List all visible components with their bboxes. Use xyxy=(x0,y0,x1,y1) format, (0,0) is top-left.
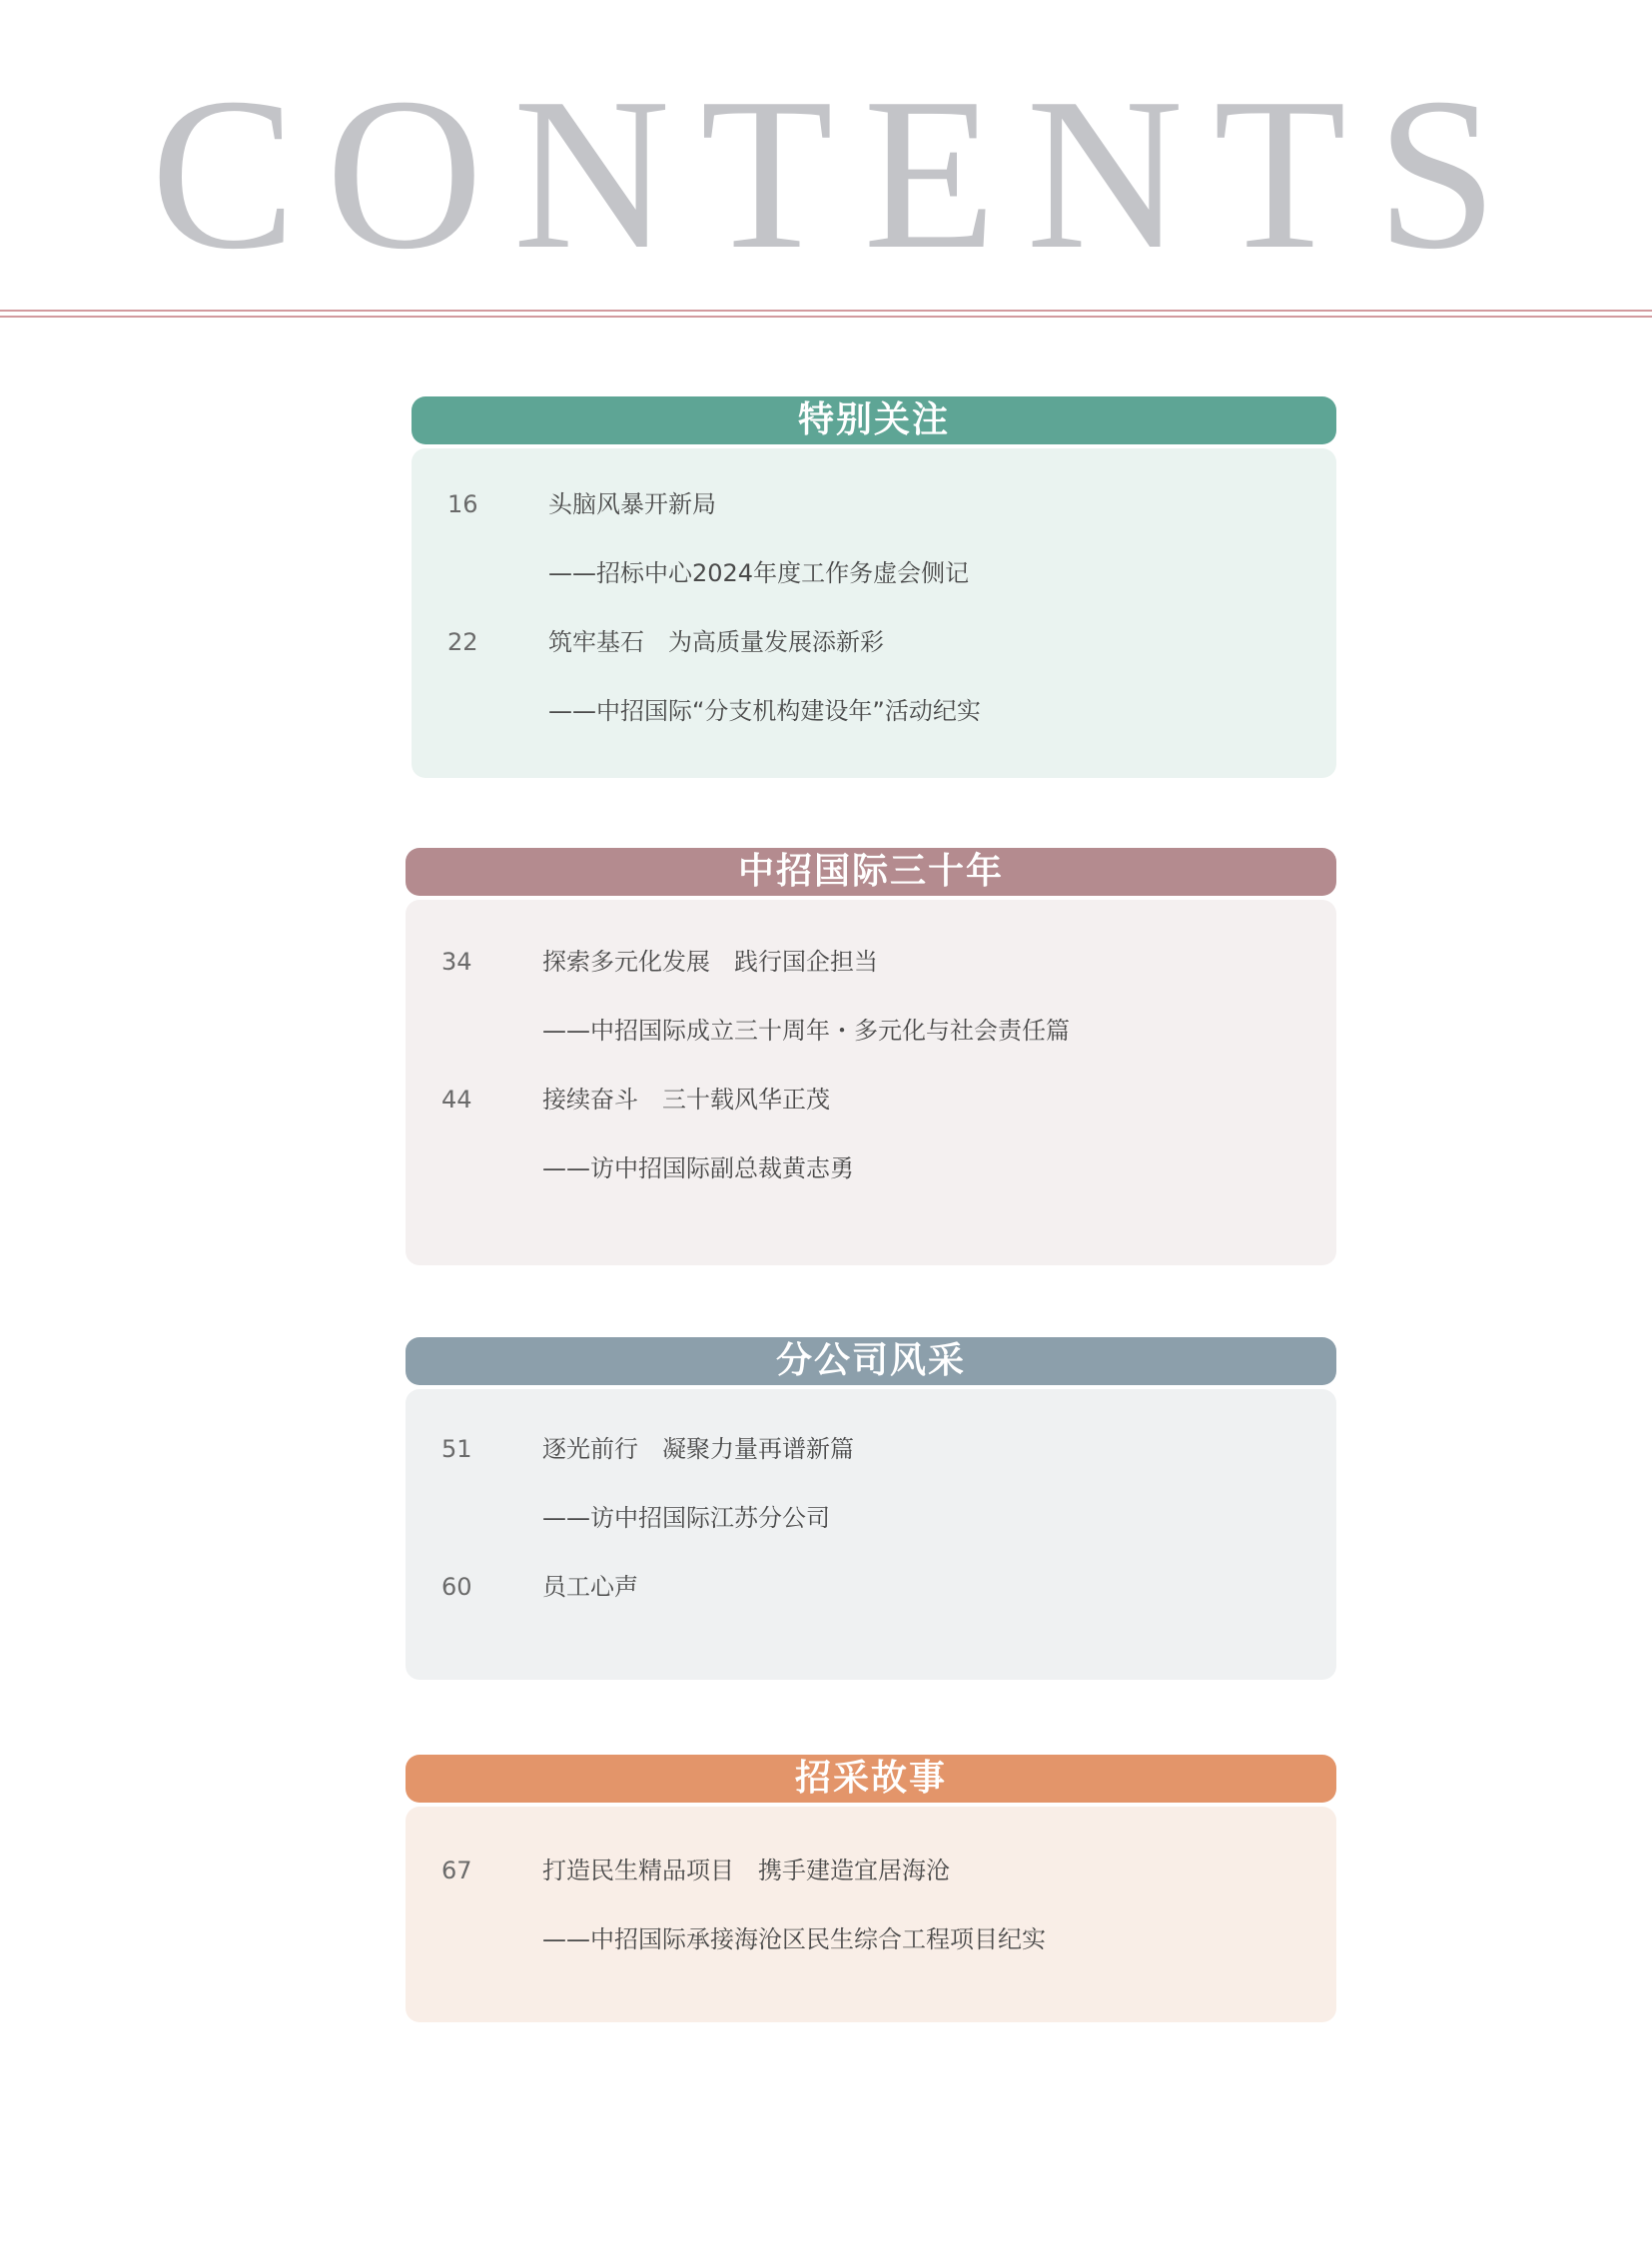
section-header: 招采故事 xyxy=(406,1755,1336,1803)
section-body xyxy=(412,448,1336,778)
article-title: 头脑风暴开新局 xyxy=(548,490,716,518)
section-body xyxy=(406,1807,1336,2022)
page-number: 44 xyxy=(441,1086,472,1114)
page-number: 16 xyxy=(447,490,478,518)
article-title: 接续奋斗 三十载风华正茂 xyxy=(542,1086,830,1114)
article-subtitle: ——中招国际成立三十周年・多元化与社会责任篇 xyxy=(542,1017,1070,1045)
section-header: 中招国际三十年 xyxy=(406,848,1336,896)
page-number: 60 xyxy=(441,1573,472,1601)
section-header: 特别关注 xyxy=(412,396,1336,444)
article-subtitle: ——访中招国际江苏分公司 xyxy=(542,1504,830,1532)
masthead xyxy=(0,54,1652,300)
article-title: 筑牢基石 为高质量发展添新彩 xyxy=(548,628,884,656)
article-subtitle: ——中招国际“分支机构建设年”活动纪实 xyxy=(548,697,981,725)
header-rule-top xyxy=(0,310,1652,312)
section-body xyxy=(406,900,1336,1265)
article-subtitle: ——中招国际承接海沧区民生综合工程项目纪实 xyxy=(542,1925,1046,1953)
page-number: 34 xyxy=(441,948,472,976)
header-rule-bottom xyxy=(0,316,1652,318)
article-title: 逐光前行 凝聚力量再谱新篇 xyxy=(542,1435,854,1463)
article-subtitle: ——访中招国际副总裁黄志勇 xyxy=(542,1154,854,1182)
page-number: 22 xyxy=(447,628,478,656)
article-title: 打造民生精品项目 携手建造宜居海沧 xyxy=(542,1857,950,1884)
section-body xyxy=(406,1389,1336,1680)
page-number: 67 xyxy=(441,1857,472,1884)
contents-title: CONTENTS xyxy=(150,54,1528,295)
article-title: 员工心声 xyxy=(542,1573,638,1601)
article-subtitle: ——招标中心2024年度工作务虚会侧记 xyxy=(548,559,970,587)
article-title: 探索多元化发展 践行国企担当 xyxy=(542,948,878,976)
section-header: 分公司风采 xyxy=(406,1337,1336,1385)
page-number: 51 xyxy=(441,1435,472,1463)
